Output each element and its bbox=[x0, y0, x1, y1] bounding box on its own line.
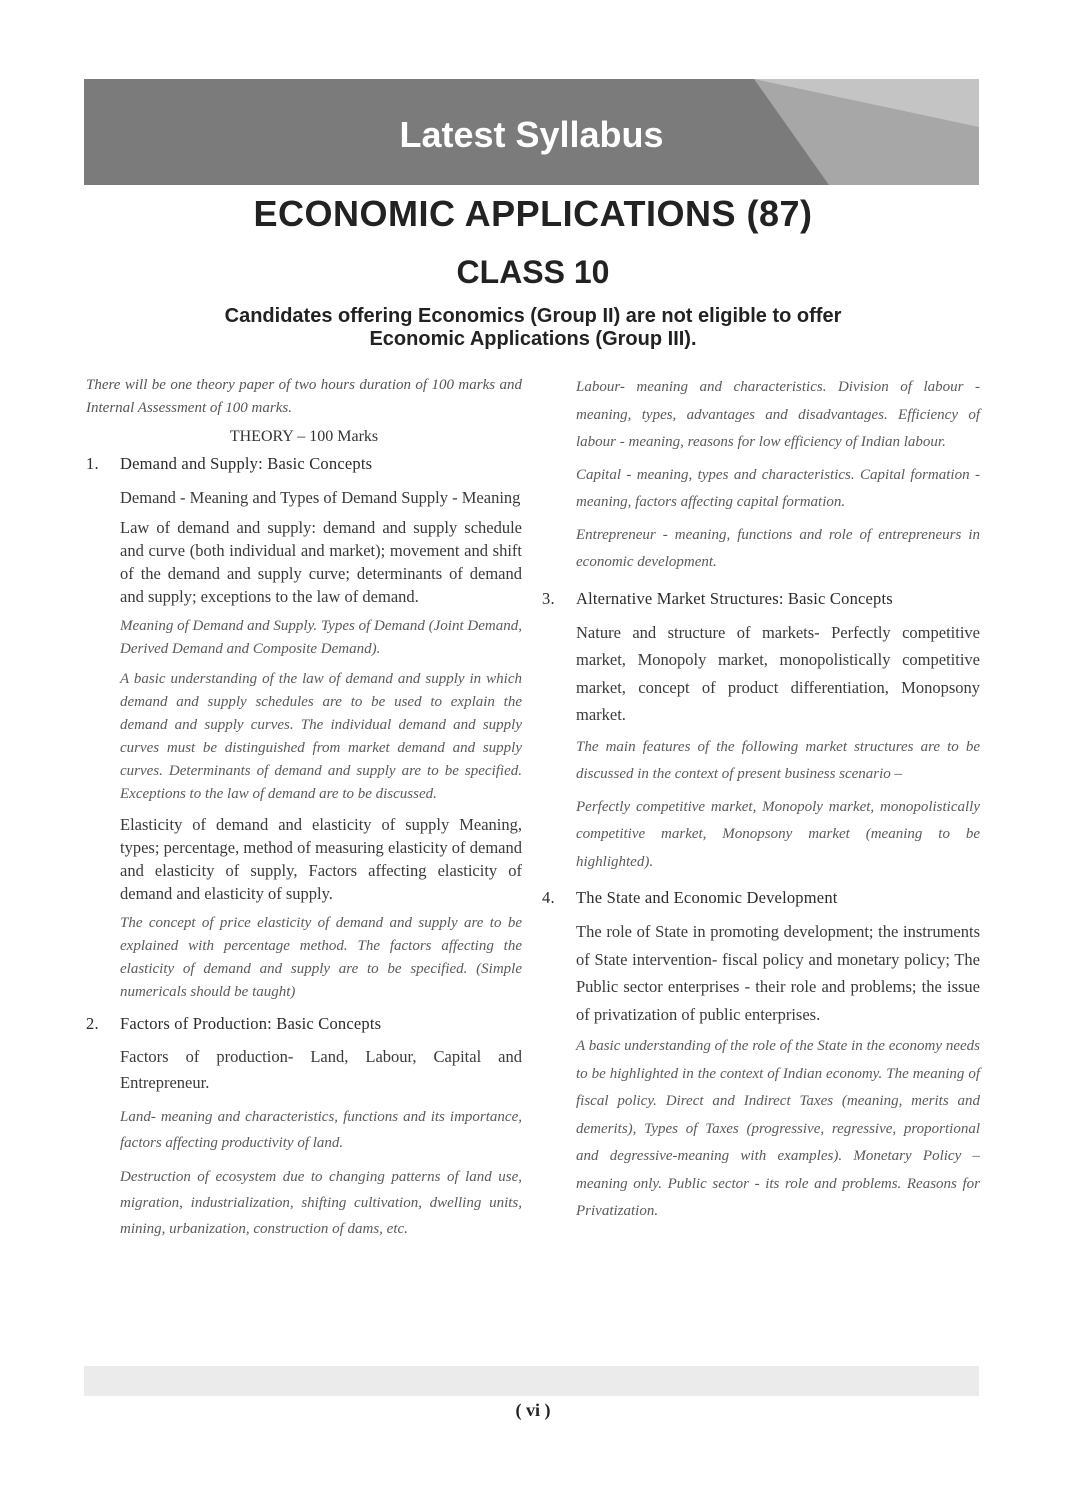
italic-note: Capital - meaning, types and characteristics. Capital formation - meaning, factors affecting capital formation. bbox=[576, 466, 980, 510]
paragraph: The role of State in promoting development; the instruments of State intervention- fiscal policy and monetary policy; The Public sector enterprises - their role and problems; the issue of privatization of public enterprises. bbox=[576, 922, 980, 1024]
section-number: 3. bbox=[542, 588, 555, 608]
eligibility-line-1: Candidates offering Economics (Group II) are not eligible to offer bbox=[224, 305, 842, 327]
section-number: 1. bbox=[86, 454, 99, 473]
section-2-heading bbox=[86, 1014, 522, 1034]
italic-note: Labour- meaning and characteristics. Division of labour - meaning, types, advantages and disadvantages. Efficiency of labour - meaning, reasons for low efficiency of Indian labour. bbox=[576, 379, 980, 450]
section-title: The State and Economic Development bbox=[576, 888, 838, 907]
section-title: Factors of Production: Basic Concepts bbox=[120, 1014, 382, 1033]
section-2-body bbox=[86, 1044, 522, 1242]
eligibility-note bbox=[150, 305, 916, 351]
section-1-heading bbox=[86, 454, 522, 474]
footer-band bbox=[84, 1366, 979, 1396]
page-title: ECONOMIC APPLICATIONS (87) bbox=[253, 193, 813, 234]
theory-heading: THEORY – 100 Marks bbox=[229, 428, 379, 445]
class-title: CLASS 10 bbox=[456, 254, 610, 290]
italic-note: A basic understanding of the role of the State in the economy needs to be highlighted in the context of Indian economy. The meaning of fiscal policy. Direct and Indirect Taxes (meaning, merits and demerits), Types of Taxes (progressive, regressive, proportional and degressive-meaning with examples). Monetary Policy – meaning only. Public sector - its role and problems. Reasons for Privatization. bbox=[576, 1038, 980, 1219]
intro-text: There will be one theory paper of two hours duration of 100 marks and Internal Assessment of 100 marks. bbox=[86, 377, 522, 416]
section-title: Alternative Market Structures: Basic Concepts bbox=[576, 588, 893, 608]
paragraph: Nature and structure of markets- Perfectly competitive market, Monopoly market, monopolistically competitive market, concept of product differentiation, Monopsony market. bbox=[576, 622, 980, 724]
section-4-heading bbox=[542, 888, 980, 908]
section-1-body bbox=[86, 486, 522, 1004]
paragraph: Elasticity of demand and elasticity of supply Meaning, types; percentage, method of measuring elasticity of demand and elasticity of supply, Factors affecting elasticity of demand and elasticity of supply. bbox=[120, 815, 522, 903]
italic-note: Land- meaning and characteristics, functions and its importance, factors affecting productivity of land. bbox=[120, 1109, 522, 1151]
paragraph: Factors of production- Land, Labour, Capital and Entrepreneur. bbox=[120, 1047, 522, 1092]
left-column bbox=[86, 374, 522, 1242]
banner-title: Latest Syllabus bbox=[399, 114, 664, 155]
eligibility-line-2: Economic Applications (Group III). bbox=[369, 328, 697, 350]
section-number: 2. bbox=[86, 1014, 99, 1033]
page-number: ( vi ) bbox=[515, 1400, 551, 1420]
paragraph: Law of demand and supply: demand and supply schedule and curve (both individual and market); movement and shift of the demand and supply curve; determinants of demand and supply; exceptions to the law of demand. bbox=[120, 518, 522, 606]
italic-note: Destruction of ecosystem due to changing patterns of land use, migration, industrialization, shifting cultivation, dwelling units, mining, urbanization, construction of dams, etc. bbox=[120, 1169, 522, 1237]
italic-note: The concept of price elasticity of demand and supply are to be explained with percentage method. The factors affecting the elasticity of demand and supply are to be specified. (Simple numericals should be taught) bbox=[120, 915, 522, 1000]
section-3-body bbox=[542, 619, 980, 877]
italic-note: Perfectly competitive market, Monopoly market, monopolistically competitive market, Monopsony market (meaning to be highlighted). bbox=[576, 798, 980, 870]
paragraph: Demand - Meaning and Types of Demand Supply - Meaning bbox=[120, 488, 521, 507]
italic-note: The main features of the following market structures are to be discussed in the context of present business scenario – bbox=[576, 738, 980, 782]
italic-note: A basic understanding of the law of demand and supply in which demand and supply schedules are to be used to explain the demand and supply curves. The individual demand and supply curves must be distinguished from market demand and supply curves. Determinants of demand and supply are to be specified. Exceptions to the law of demand are to be discussed. bbox=[120, 671, 522, 802]
italic-note: Entrepreneur - meaning, functions and role of entrepreneurs in economic development. bbox=[576, 526, 980, 570]
right-column bbox=[542, 374, 980, 1226]
section-number: 4. bbox=[542, 888, 555, 907]
section-4-body bbox=[542, 918, 980, 1226]
section-2-continued bbox=[542, 374, 980, 577]
italic-note: Meaning of Demand and Supply. Types of Demand (Joint Demand, Derived Demand and Composite Demand). bbox=[120, 618, 522, 657]
header-banner bbox=[84, 79, 979, 185]
section-title: Demand and Supply: Basic Concepts bbox=[120, 454, 373, 473]
section-3-heading bbox=[542, 589, 980, 609]
